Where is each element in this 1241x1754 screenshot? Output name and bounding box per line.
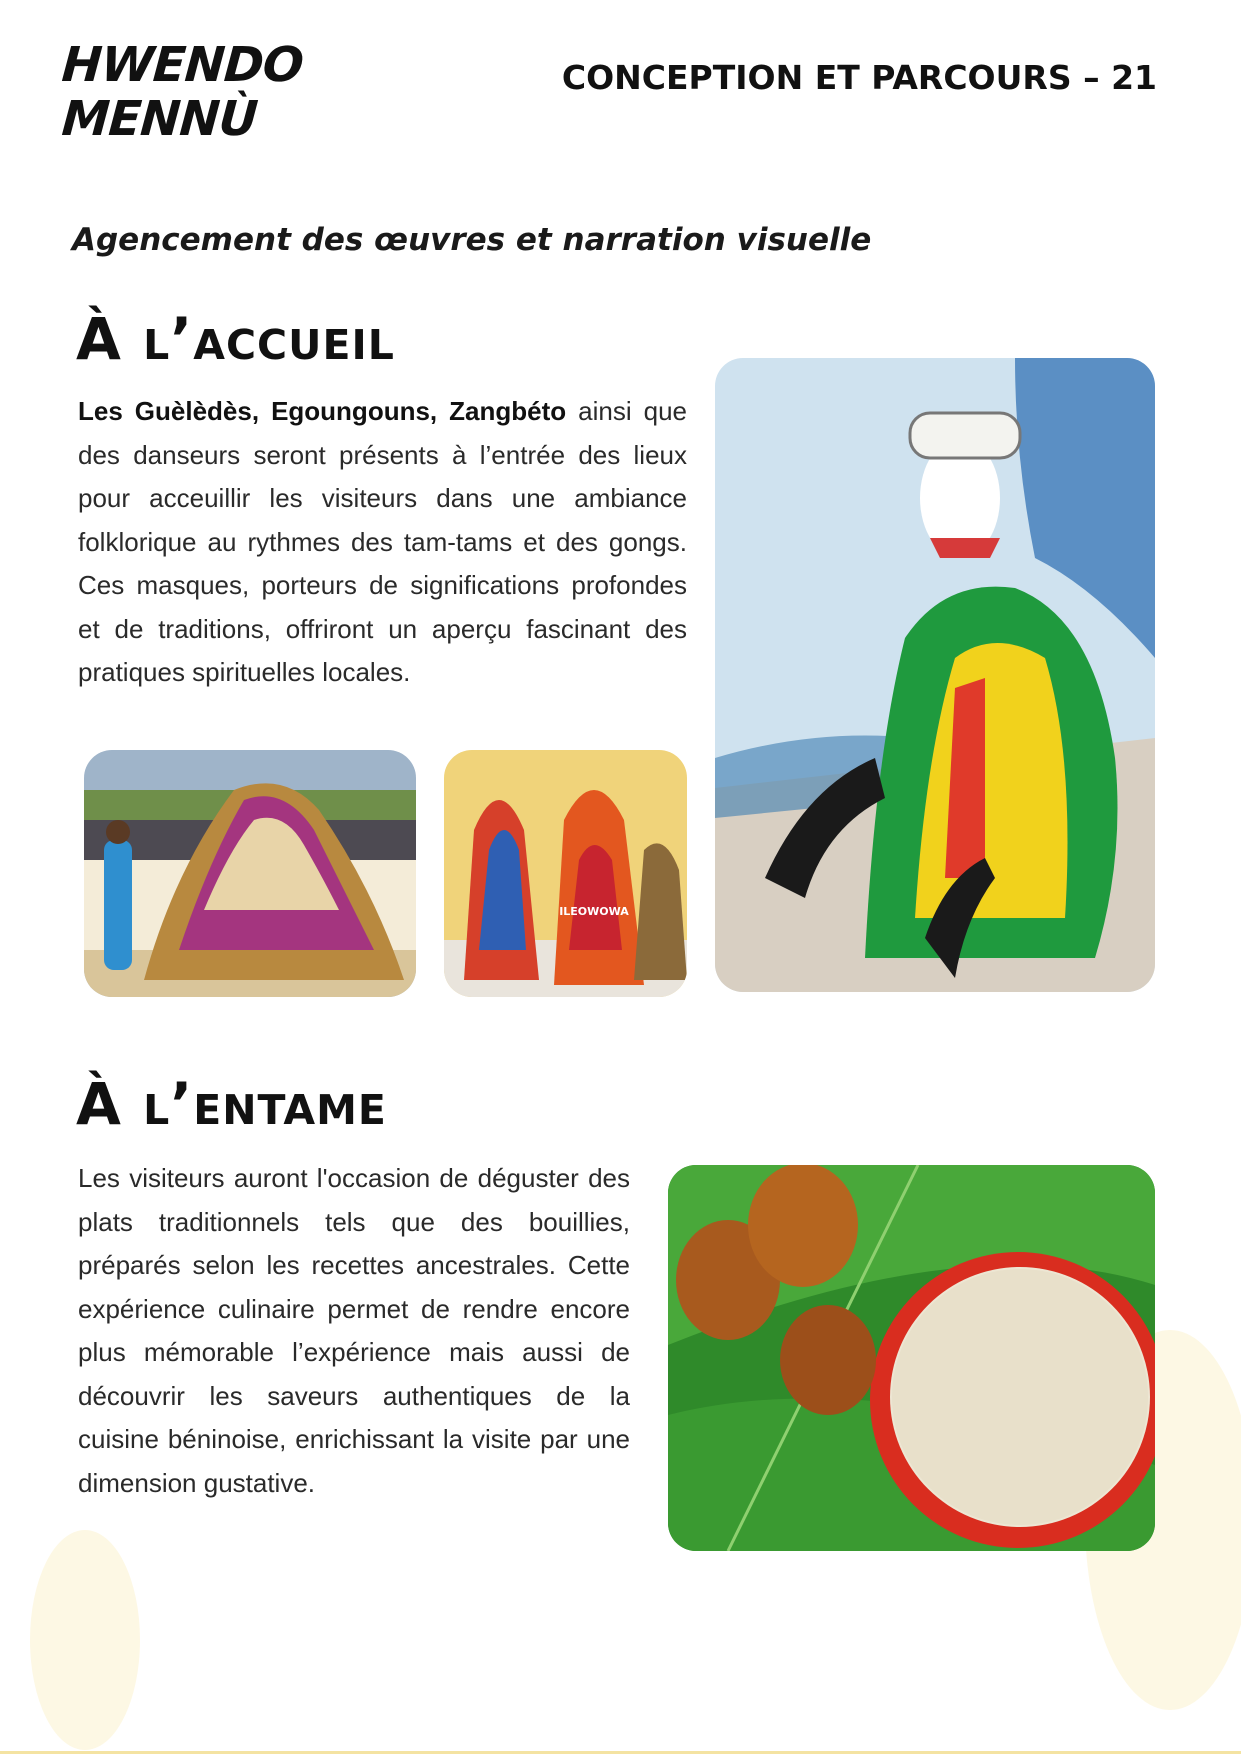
- section-paragraph-accueil: [78, 390, 687, 695]
- photo-traditional-food: [668, 1165, 1155, 1551]
- section-paragraph-entame: Les visiteurs auront l'occasion de déguster des plats traditionnels tels que des bouillies, préparés selon les recettes ancestrales. Cette expérience culinaire permet de rendre encore plus mémorable l’expérience mais aussi de découvrir les saveurs authentiques de la cuisine béninoise, enrichissant la visite par une dimension gustative.: [78, 1163, 630, 1498]
- photo-guelede-mask: [715, 358, 1155, 992]
- section-title-entame: À l’entame: [76, 1070, 387, 1138]
- page-header-title: CONCEPTION ET PARCOURS – 21: [561, 58, 1157, 97]
- section-title-accueil: À l’accueil: [76, 305, 395, 373]
- paragraph-bold-lead: Les Guèlèdès, Egoungouns, Zangbéto: [78, 396, 567, 426]
- logo-line-2: MENNÙ: [60, 91, 259, 147]
- watermark-left: [30, 1530, 140, 1750]
- banner-text: ILEOWOWA: [559, 905, 629, 918]
- page-subtitle: Agencement des œuvres et narration visuelle: [72, 222, 872, 258]
- logo: [60, 37, 305, 156]
- paragraph-body: ainsi que des danseurs seront présents à l’entrée des lieux pour acceuillir les visiteurs dans une ambiance folklorique au rythmes des tam-tams et des gongs. Ces masques, porteurs de significations profondes et de traditions, offriront un aperçu fascinant des pratiques spirituelles locales.: [78, 396, 687, 687]
- photo-zangbeto: [84, 750, 416, 997]
- photo-egungun: [444, 750, 687, 997]
- logo-line-1: HWENDO: [60, 37, 305, 93]
